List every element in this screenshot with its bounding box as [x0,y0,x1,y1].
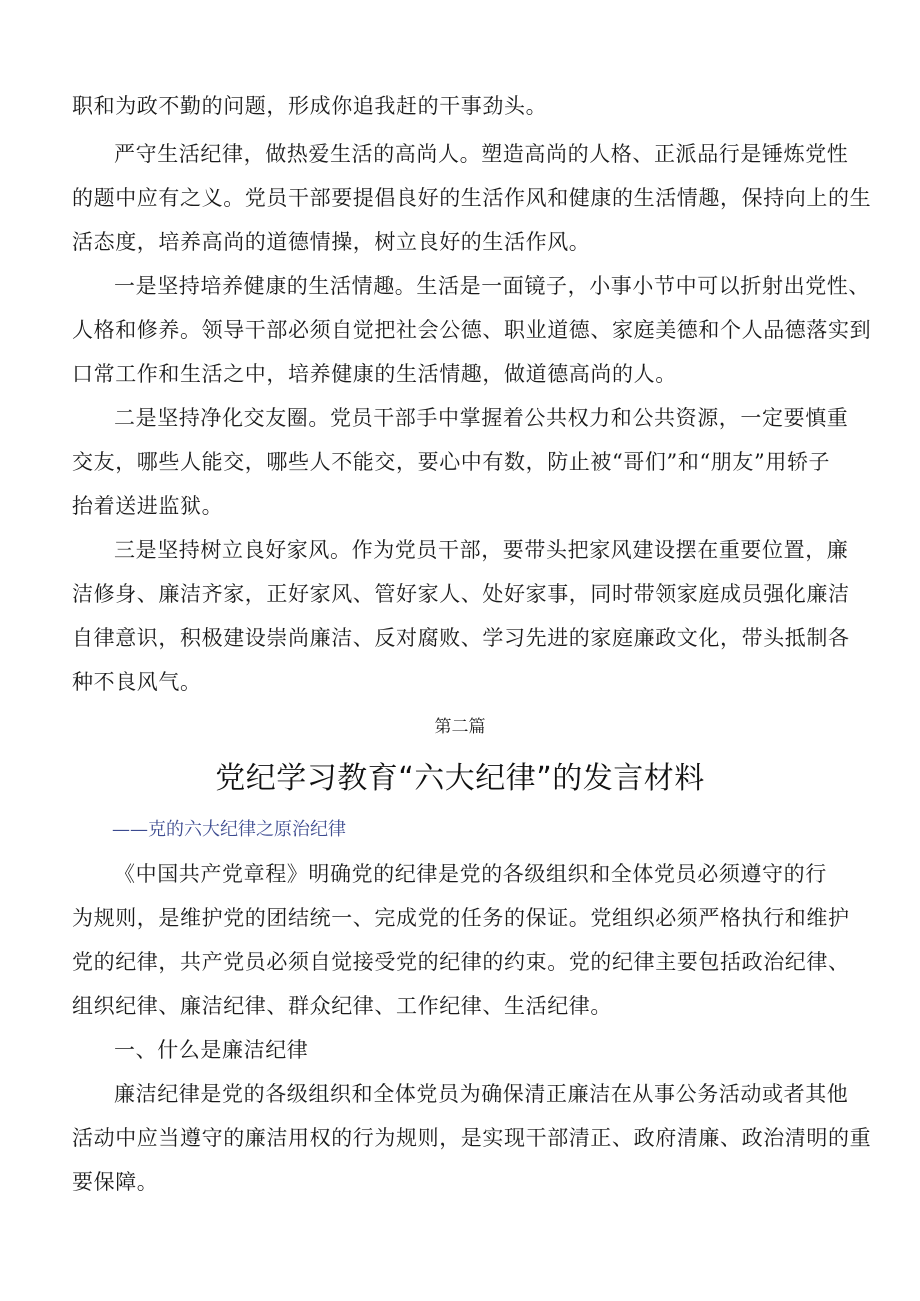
text-line: 三是坚持树立良好家风。作为党员干部，要带头把家风建设摆在重要位置，廉 [114,538,849,562]
text-line: 口常工作和生活之中，培养健康的生活情趣，做道德高尚的人。 [72,362,677,386]
text-line: 活态度，培养高尚的道德情操，树立良好的生活作风。 [72,230,591,254]
text-line: 人格和修养。领导干部必须自觉把社会公德、职业道德、家庭美德和个人品德落实到 [72,318,872,342]
section-subtitle: ——克的六大纪律之原治纪律 [112,819,346,840]
text-line: 二是坚持净化交友圈。党员干部手中掌握着公共权力和公共资源，一定要慎重 [114,406,849,430]
text-line: 《中国共产党章程》明确党的纪律是党的各级组织和全体党员必须遵守的行 [114,862,827,886]
section-title: 党纪学习教育“六大纪律”的发言材料 [215,761,705,796]
text-line: 严守生活纪律，做热爱生活的高尚人。塑造高尚的人格、正派品行是锤炼党性 [114,142,849,166]
text-line: 交友，哪些人能交，哪些人不能交，要心中有数，防止被“哥们”和“朋友”用轿子 [72,450,831,474]
text-line: 抬着送进监狱。 [72,494,224,518]
text-line: 一是坚持培养健康的生活情趣。生活是一面镜子，小事小节中可以折射出党性、 [114,274,870,298]
text-line: 为规则，是维护党的团结统一、完成党的任务的保证。党组织必须严格执行和维护 [72,906,850,930]
text-line: 洁修身、廉洁齐家，正好家风、管好家人、处好家事，同时带领家庭成员强化廉洁 [72,582,850,606]
text-line: 廉洁纪律是党的各级组织和全体党员为确保清正廉洁在从事公务活动或者其他 [114,1082,849,1106]
text-line: 活动中应当遵守的廉洁用权的行为规则，是实现干部清正、政府清廉、政治清明的重 [72,1126,872,1150]
text-line: 种不良风气。 [72,670,202,694]
text-line: 职和为政不勤的问题，形成你追我赶的干事劲头。 [72,94,548,118]
text-line: 党的纪律，共产党员必须自觉接受党的纪律的约束。党的纪律主要包括政治纪律、 [72,950,850,974]
text-line: 组织纪律、廉洁纪律、群众纪律、工作纪律、生活纪律。 [72,994,612,1018]
text-line: 自律意识，积极建设崇尚廉洁、反对腐败、学习先进的家庭廉政文化，带头抵制各 [72,626,850,650]
subheading: 一、什么是廉洁纪律 [114,1038,309,1062]
text-line: 要保障。 [72,1170,159,1194]
section-label: 第二篇 [434,717,486,737]
text-line: 的题中应有之义。党员干部要提倡良好的生活作风和健康的生活情趣，保持向上的生 [72,186,872,210]
